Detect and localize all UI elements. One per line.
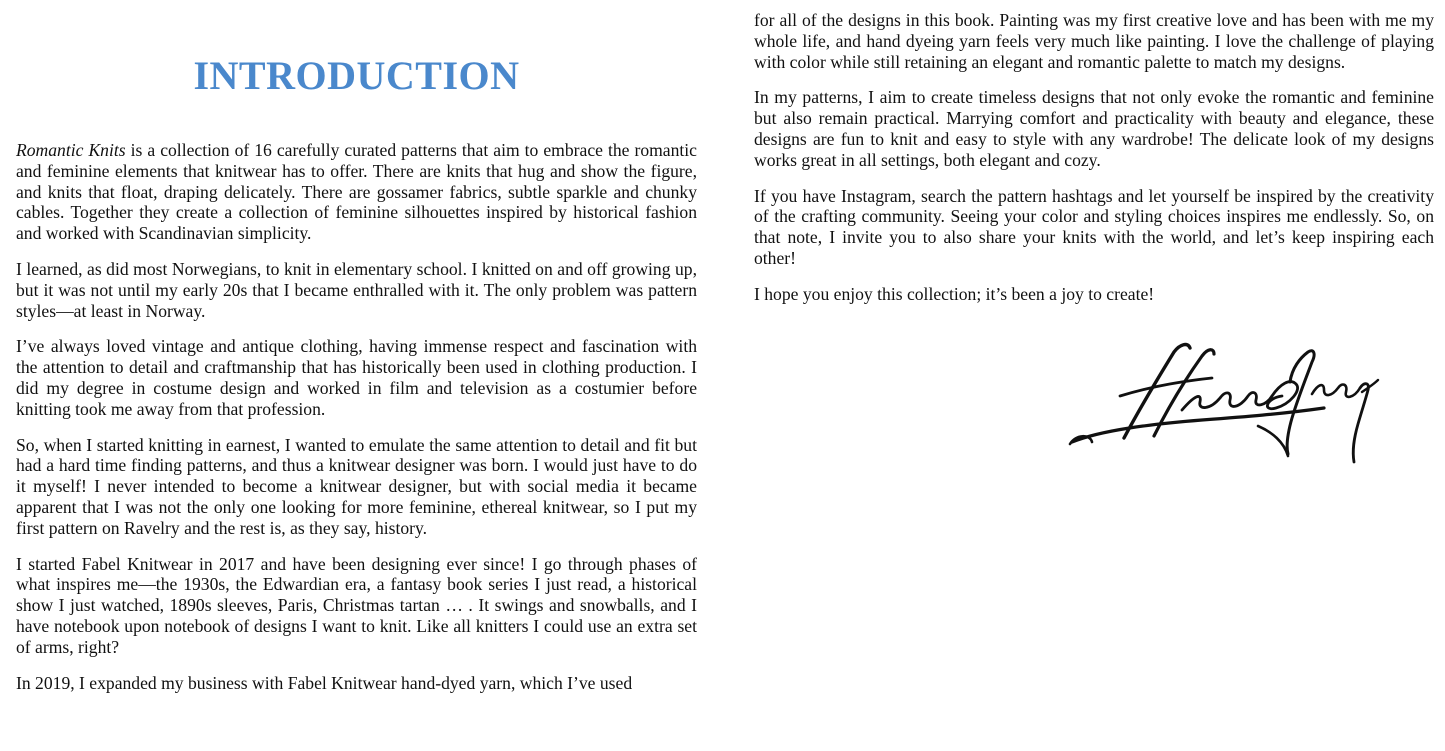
right-column	[754, 0, 1434, 320]
book-title: Romantic Knits	[16, 140, 126, 160]
paragraph-designer-born: So, when I started knitting in earnest, I wanted to emulate the same attention to detail and fit but had a hard time finding patterns, and thus a knitwear designer was born. I would just have to do it myself! I never intended to become a knitwear designer, but with social media it became apparent that I was not the only one looking for more feminine, ethereal knitwear, so I put my first pattern on Ravelry and the rest is, as they say, history.	[16, 434, 697, 538]
paragraph-hand-dyed-yarn: In 2019, I expanded my business with Fabel Knitwear hand-dyed yarn, which I’ve used	[16, 672, 633, 693]
paragraph-painting: for all of the designs in this book. Painting was my first creative love and has been with me my whole life, and hand dyeing yarn feels very much like painting. I love the challenge of playing with color while still retaining an elegant and romantic palette to match my designs.	[754, 10, 1434, 72]
paragraph-intro	[16, 140, 697, 244]
paragraph-vintage-clothing: I’ve always loved vintage and antique clothing, having immense respect and fascination with the attention to detail and craftmanship that has historically been used in clothing production. I did my degree in costume design and worked in film and television as a costumier before knitting took me away from that profession.	[16, 336, 697, 419]
author-signature	[1062, 338, 1382, 476]
paragraph-timeless-designs: In my patterns, I aim to create timeless designs that not only evoke the romantic and feminine but also remain practical. Marrying comfort and practicality with beauty and elegance, these designs are fun to knit and easy to style with any wardrobe! The delicate look of my designs works great in all settings, both elegant and cozy.	[754, 87, 1434, 170]
paragraph-learned-to-knit: I learned, as did most Norwegians, to knit in elementary school. I knitted on and off growing up, but it was not until my early 20s that I became enthralled with it. The only problem was pattern styles—at least in Norway.	[16, 258, 697, 321]
page-title: INTRODUCTION	[193, 53, 520, 98]
paragraph-fabel-knitwear: I started Fabel Knitwear in 2017 and have been designing ever since! I go through phases of what inspires me—the 1930s, the Edwardian era, a fantasy book series I just read, a historical show I just watched, 1890s sleeves, Paris, Christmas tartan … . It swings and snowballs, and I have notebook upon notebook of designs I want to knit. Like all knitters I could use an extra set of arms, right?	[16, 553, 697, 657]
paragraph-instagram: If you have Instagram, search the pattern hashtags and let yourself be inspired by the creativity of the crafting community. Seeing your color and styling choices inspires me endlessly. So, on that note, I invite you to also share your knits with the world, and let’s keep inspiring each other!	[754, 185, 1434, 268]
paragraph-closing: I hope you enjoy this collection; it’s been a joy to create!	[754, 283, 1155, 304]
left-column	[16, 0, 697, 708]
paragraph-intro-text: is a collection of 16 carefully curated patterns that aim to embrace the romantic and feminine elements that knitwear has to offer. There are knits that hug and show the figure, and knits that float, draping delicately. There are gossamer fabrics, subtle sparkle and chunky cables. Together they create a collection of feminine silhouettes inspired by historical fashion and worked with Scandinavian simplicity.	[16, 140, 697, 244]
